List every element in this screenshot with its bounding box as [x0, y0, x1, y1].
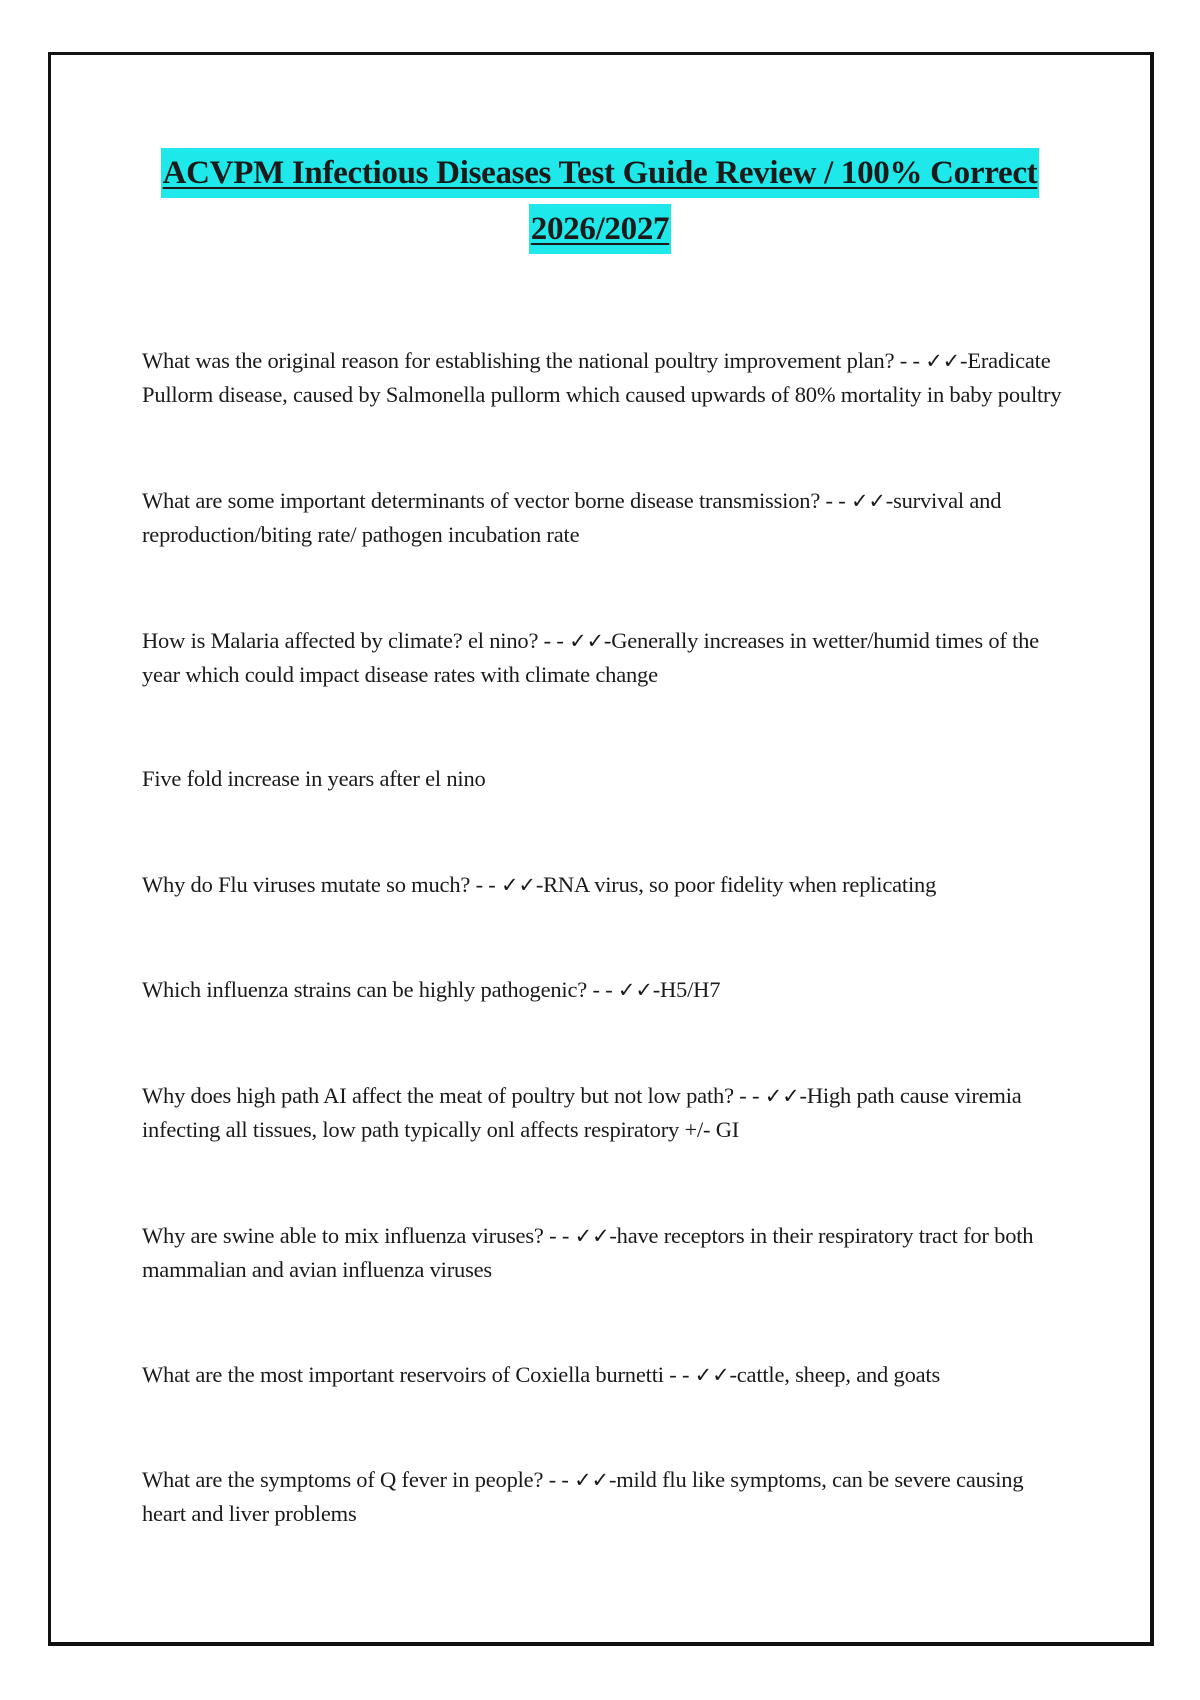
double-check-icon: ✓✓: [617, 978, 653, 1002]
qa-item: [142, 624, 1072, 692]
qa-item: [142, 1219, 1072, 1287]
double-check-icon: ✓✓: [694, 1363, 730, 1387]
qa-item: [142, 973, 1072, 1007]
question-text: How is Malaria affected by climate? el nino?: [142, 628, 539, 653]
separator: - -: [543, 1467, 575, 1492]
separator: - -: [663, 1362, 695, 1387]
page-border: [48, 52, 1154, 1646]
question-text: What are some important determinants of vector borne disease transmission?: [142, 488, 821, 513]
separator: - -: [820, 488, 851, 513]
separator: - -: [733, 1083, 765, 1108]
answer-text: -RNA virus, so poor fidelity when replicating: [535, 872, 937, 897]
separator: - -: [587, 977, 618, 1002]
double-check-icon: ✓✓: [574, 1224, 610, 1248]
document-title: [0, 148, 1200, 260]
answer-text: -mild flu like symptoms, can be severe causing heart and liver problems: [142, 1467, 1024, 1526]
qa-item: [142, 1079, 1072, 1147]
question-text: Which influenza strains can be highly pathogenic?: [142, 977, 588, 1002]
double-check-icon: ✓✓: [501, 873, 536, 897]
answer-text: -cattle, sheep, and goats: [729, 1362, 941, 1387]
separator: - -: [543, 1223, 575, 1248]
answer-text: -High path cause viremia infecting all tissues, low path typically onl affects respiratory +/- GI: [142, 1083, 1022, 1142]
title-line-2: 2026/2027: [529, 204, 671, 254]
question-text: Why does high path AI affect the meat of poultry but not low path?: [142, 1083, 734, 1108]
qa-item: [142, 1358, 1072, 1392]
double-check-icon: ✓✓: [569, 629, 604, 653]
qa-item: [142, 1463, 1072, 1531]
qa-item: [142, 484, 1072, 552]
answer-text: -H5/H7: [652, 977, 721, 1002]
double-check-icon: ✓✓: [574, 1468, 609, 1492]
question-text: Why do Flu viruses mutate so much?: [142, 872, 471, 897]
double-check-icon: ✓✓: [764, 1084, 800, 1108]
question-text: What are the most important reservoirs of Coxiella burnetti: [142, 1362, 664, 1387]
double-check-icon: ✓✓: [850, 489, 886, 513]
question-text: What are the symptoms of Q fever in people?: [142, 1467, 544, 1492]
question-text: Why are swine able to mix influenza viruses?: [142, 1223, 544, 1248]
separator: - -: [894, 348, 926, 373]
note-text: Five fold increase in years after el nino: [142, 766, 486, 791]
qa-item: [142, 344, 1072, 412]
answer-text: -survival and reproduction/biting rate/ pathogen incubation rate: [142, 488, 1002, 547]
separator: - -: [538, 628, 570, 653]
answer-text: -Generally increases in wetter/humid times of the year which could impact disease rates with climate change: [142, 628, 1039, 687]
answer-text: -Eradicate Pullorm disease, caused by Salmonella pullorm which caused upwards of 80% mortality in baby poultry: [142, 348, 1062, 407]
question-text: What was the original reason for establishing the national poultry improvement plan?: [142, 348, 895, 373]
title-line-1: ACVPM Infectious Diseases Test Guide Review / 100% Correct: [161, 148, 1040, 198]
note-item: [142, 762, 1072, 796]
answer-text: -have receptors in their respiratory tract for both mammalian and avian influenza viruses: [142, 1223, 1034, 1282]
separator: - -: [470, 872, 502, 897]
qa-item: [142, 868, 1072, 902]
double-check-icon: ✓✓: [925, 349, 961, 373]
